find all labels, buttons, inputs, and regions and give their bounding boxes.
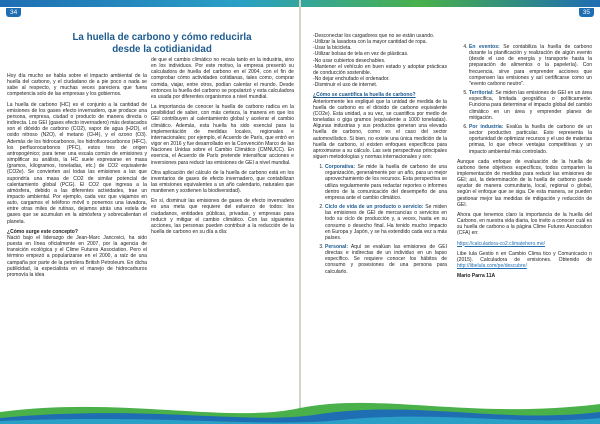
paragraph: Hoy día mucho se habla sobre el impacto ambiental de la huella del carbono, y el ciudadano de a pie poco o nada se sabe al respecto, y muchas veces pareciera que fuera competencia solo de las empresas y los gobiernos.: [7, 73, 147, 98]
item-label: Personal:: [325, 244, 348, 250]
right-column-1: [313, 33, 447, 279]
approach-list-continued: [457, 44, 592, 155]
list-item: [325, 244, 447, 275]
item-text: Se contabiliza la huella de carbono durante la planificación y realización de algún evento (desde el uso de energía y transporte hasta la preparación de alimentos o la papelería). Con frecuencia, sirve para emprender acciones que compensen las emisiones y así certificarse como un "evento carbono neutro".: [469, 44, 593, 87]
reference-link[interactable]: http://libelula.com/pe/descubre/: [457, 263, 527, 269]
list-item: - Desconectar los cargadores que no se están usando.: [313, 33, 447, 39]
item-label: En eventos:: [469, 44, 500, 50]
page-number-left: 34: [6, 8, 21, 17]
paragraph: de que el cambio climático no recaía tanto en la industria, sino en los individuos. Por este motivo, la empresa presentó su calculadora de huella del carbono en el 2004, con el fin de comprobar cómo actividades cotidianas, tales como, comprar comida, viajar, entre otros, podían calentar el mundo. Desde entonces la huella del carbono se popularizó y esta calculadora es usada por diferentes organismos a nivel mundial.: [151, 57, 294, 100]
item-label: Por industria:: [469, 123, 504, 130]
item-text: Aquí se evalúan las emisiones de GEI directas e indirectas de un individuo en un lapso específico. Se requiere conocer los hábitos de consumo y posesiones de una persona para calcularlo.: [325, 244, 447, 275]
item-text: Evalúa la huella de carbono de un sector productivo particular. Esto representa la oportunidad de optimizar recursos y el uso de materias primas, lo que ofrece ventajas competitivas y un impacto ambiental más controlado.: [469, 123, 592, 155]
list-item: [469, 44, 592, 87]
paragraph: Ahora que tenemos claro la importancia de la huella del Carbono, en nuestra vida diaria, los invito a conocer cuál es su huella de carbono a la página Clime Futures Association (CFA) en:: [457, 211, 592, 237]
article-title: La huella de carbono y cómo reducirla desde la cotidianidad: [72, 32, 252, 56]
reference: [457, 251, 592, 269]
item-text: Se mide la huella de carbono de una organización, generalmente por un año, para un mejor aprovechamiento de los recursos. Esta perspectiva se utiliza regularmente para redactar reportes o informes dentro de la comunicación del desempeño de una empresa ante el cambio climático.: [325, 164, 447, 201]
footer-wave-graphic: [0, 390, 600, 424]
list-item: [325, 164, 447, 201]
list-item: [469, 90, 592, 121]
list-item: - Mantener el vehículo en buen estado y adoptar prácticas de conducción sostenible.: [313, 64, 447, 76]
paragraph: Anteriormente les expliqué que la unidad de medida de la huella de carbono es el dióxido de carbono equivalente (CO2e). Esta unidad, a su vez, se cuantifica por medio de toneladas o giga gramos (equivalente a 1000 toneladas). Algunas industrias y sus productos generan una elevada huella de carbono, como es el caso del sector automovilístico. Si bien, no existe una única medición de la huella de carbono, sí existen enfoques específicos para aproximarse a su cálculo. Las seis perspectivas principales siguen metodologías y normas internacionales y son:: [313, 98, 447, 160]
list-item: - No dejar enchufado el ordenador.: [313, 76, 447, 82]
item-label: Territorial:: [469, 90, 494, 97]
section-heading: ¿Cómo surge este concepto?: [7, 228, 78, 235]
left-column-2: [151, 57, 294, 239]
url-line: [457, 241, 592, 247]
action-list: [313, 33, 447, 88]
paragraph: Aunque cada enfoque de evaluación de la huella de carbono tiene objetivos específicos, todos comparten la implementación de medidas para reducir las emisiones de GEI; así, la determinación de la huella de carbono puede ayudar de manera comunitaria, local, regional o global, según el enfoque que se siga. De esta manera, se pueden gestionar mejor las medidas de mitigación y reducción de GEI.: [457, 158, 592, 208]
author: Mario Parra 11A: [457, 273, 496, 280]
list-item: - Utilizar la lavadora con la mayor cantidad de ropa.: [313, 39, 447, 45]
calculator-link[interactable]: https://calculadora-co2.climatehero.me/: [457, 240, 546, 247]
item-text: Se miden las emisiones de GEI de mercancías o servicios en todo su ciclo de producción y, a veces, hasta en su consumo o desecho final. Ha tenido mucho impacto en Europa y Japón, y se ha extendido cada vez a más países.: [325, 204, 448, 241]
list-item: - Utilizar bolsas de tela en vez de plásticas.: [313, 51, 447, 57]
list-item: - Disminuir el uso de internet.: [313, 82, 447, 88]
paragraph: La huella de carbono (HC) es el conjunto a la cantidad de emisiones de los gases efecto invernadero, que produce una persona, empresa, ciudad o producto de manera directa o indirecta. Los GEI (gases efecto invernadero) más destacados son el dióxido de carbono (CO2), vapor de agua (H2O), el oxido nitroso (N2O), el metano (CH4), y el ozono (O3). Además de los hidrocarbonos, los hidrofluorocarbonos (HFC), los perfluorocarbonos (PFC), estos tres de origen antropogénico; para tener una escala común de emisiones y simplificar su análisis, la HC suele expresarse en masa (gramos, kilogramos, toneladas, etc.) de CO2 equivalente (CO2e). Se convierten así todas las emisiones a las que supondría una masa de CO2 de similar potencial de calentamiento global (PCG). El CO2 que ingresa a la atmósfera, debido a las diferentes actividades, trae un impacto ambiental. Por ejemplo, cada vez que viajamos en auto, cargamos el teléfono móvil o ponemos una lavadora, entre otras miles de rutinas, dejamos atrás una estela de gases que se acumulan en la atmósfera y sobrecalientan el planeta.: [7, 101, 147, 225]
page-number-right: 35: [579, 8, 594, 17]
paragraph: En sí, disminuir las emisiones de gases de efecto invernadero es una meta que requiere del esfuerzo de todos: los ciudadanos, entidades públicas, privadas, y empresas para reducir y mitigar el cambio climático. Con las siguientes acciones, las personas pueden contribuir a la reducción de la huella de carbono en su día a día:: [151, 198, 294, 236]
item-label: Ciclo de vida de un producto o servicio:: [325, 204, 424, 211]
list-item: [469, 124, 592, 155]
list-item: [325, 204, 447, 241]
paragraph: Nació bajo el liderazgo de Jean-Marc Jancovici, ha sido puesta en línea oficialmente en 2007, por la agencia de transición ecológica y el Clime Futures Association. Pero el término empezó a popularizarse en el 2000, a raíz de una campaña por parte de la petrolera British Petroleum. En dicha publicidad, la especialista en el manejo de hidrocarburos promovía la idea: [7, 234, 147, 278]
item-text: Se miden las emisiones de GEI en un área específica, limitada geográfica o políticamente. Funciona para determinar el impacto global del cambio climático en un área y emprender planes de mitigación.: [469, 90, 592, 121]
right-column-2: [457, 44, 592, 283]
paragraph: La importancia de conocer la huella de carbono radica en la posibilidad de saber, con más certeza, la manera en que los GEI contribuyen al calentamiento global y acelerar el cambio climático. Además, esta huella ha sido esencial para la implementación de medidas locales, regionales e internacionales; por ejemplo, el Acuerdo de París, que entró en vigor en 2016 y fue desarrollado en la Convención Marco de las Naciones Unidas sobre el Cambio Climático (CMNUCC). En esencia, el Acuerdo de París pretende intensificar acciones e inversiones para reducir las emisiones de GEI a nivel mundial.: [151, 104, 294, 166]
paragraph: Otra aplicación del cálculo de la huella de carbono está en los inventarios de gases de efecto invernadero, que contabilizan las emisiones equivalentes a un año calendario, naturales que mantienen y sostienen la biodiversidad).: [151, 169, 294, 195]
approach-list: [313, 164, 447, 275]
list-item: - No usar cubiertos desechables.: [313, 58, 447, 64]
left-column-1: [7, 73, 147, 282]
reference-text: Libe Iula Gestio n en Cambio Clima tico y Comunicacio n (2015). Calculadora de emisiones. Obtenido de: [457, 250, 592, 263]
section-heading: ¿Cómo se cuantifica la huella de carbono?: [313, 92, 416, 99]
list-item: - Usar la bicicleta.: [313, 45, 447, 51]
item-label: Corporativa:: [325, 164, 356, 171]
right-page: [300, 0, 600, 424]
